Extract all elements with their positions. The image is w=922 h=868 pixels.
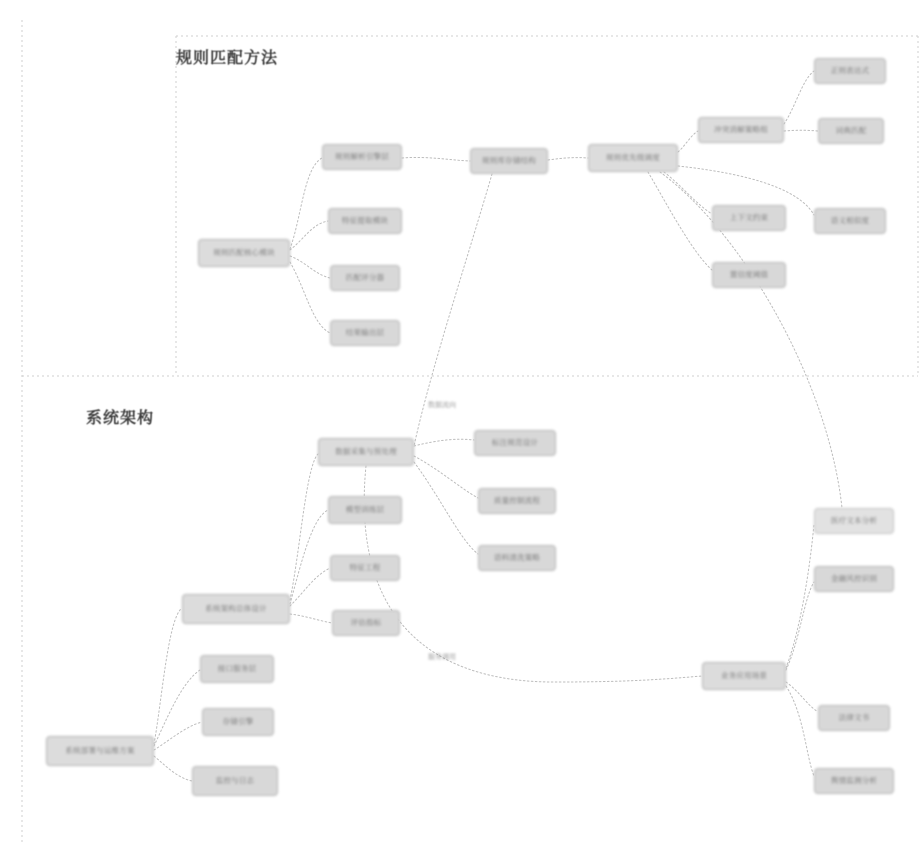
edge-n21-n18 [290, 510, 328, 604]
node-model-training[interactable]: 模型训练层 [328, 496, 402, 524]
edge-n14-n16 [414, 456, 478, 498]
node-match-scorer[interactable]: 匹配评分器 [330, 265, 400, 291]
edge-n21-n19 [290, 568, 330, 606]
node-dictionary-match[interactable]: 词典匹配 [818, 118, 884, 144]
edge-n1-n2 [290, 158, 322, 249]
node-rule-parsing-engine[interactable]: 规则解析引擎层 [322, 144, 402, 170]
edge-n1-n3 [290, 221, 328, 250]
edge-n7-n13 [648, 172, 712, 270]
edge-n26-n27 [786, 524, 814, 668]
edge-n7-n12 [664, 172, 712, 214]
node-public-opinion-monitoring[interactable]: 舆情监测分析 [814, 768, 894, 794]
node-interface-service-layer[interactable]: 接口服务层 [200, 655, 274, 683]
node-legal-documents[interactable]: 法律文书 [818, 705, 890, 731]
node-annotation-spec[interactable]: 标注规范设计 [474, 430, 556, 456]
edge-n14-n15 [414, 439, 474, 446]
edge-n25-n23 [154, 722, 202, 750]
edge-n8-n9 [784, 71, 814, 124]
edge-n25-n24 [154, 756, 192, 781]
edge-n2-n6 [402, 157, 470, 161]
node-context-constraint[interactable]: 上下文约束 [712, 205, 786, 231]
node-confidence-threshold[interactable]: 置信度阈值 [712, 262, 786, 288]
node-feature-engineering[interactable]: 特征工程 [330, 555, 400, 581]
edge-label-data-flow: 数据流向 [428, 402, 456, 409]
edge-n7-n8 [678, 131, 698, 152]
section-title-architecture: 系统架构 [86, 410, 155, 427]
node-business-scenarios[interactable]: 业务应用场景 [702, 662, 786, 690]
node-rule-matching-core[interactable]: 规则匹配核心模块 [198, 239, 290, 267]
node-quality-control[interactable]: 质量控制流程 [478, 488, 556, 514]
edge-n21-n14 [290, 454, 318, 600]
node-feature-extraction[interactable]: 特征提取模块 [328, 208, 402, 234]
node-financial-risk-control[interactable]: 金融风控识别 [814, 566, 894, 592]
edge-label-service-call: 服务调用 [428, 654, 456, 661]
edge-n6-n7 [548, 158, 588, 160]
edge-n26-n28 [786, 582, 814, 670]
edge-n21-n20 [290, 614, 332, 623]
edge-n25-n22 [154, 670, 200, 746]
edge-n25-n21 [154, 608, 182, 744]
edge-n26-n30 [786, 686, 814, 776]
node-evaluation-metrics[interactable]: 评估指标 [332, 610, 400, 636]
node-result-output[interactable]: 结果输出层 [330, 320, 400, 346]
section-title-rules: 规则匹配方法 [176, 50, 279, 67]
node-conflict-resolution[interactable]: 冲突消解策略组 [698, 117, 784, 143]
node-system-architecture-design[interactable]: 系统架构总体设计 [182, 594, 290, 624]
node-semantic-similarity[interactable]: 语义相似度 [814, 208, 886, 234]
edge-n8-n10 [784, 130, 818, 131]
node-monitoring-logging[interactable]: 监控与日志 [192, 766, 278, 796]
node-rule-priority-scheduling[interactable]: 规则优先级调度 [588, 144, 678, 172]
edge-n1-n4 [290, 256, 330, 278]
edge-n14-n17 [414, 462, 478, 554]
node-deployment-ops-plan[interactable]: 系统部署与运维方案 [46, 736, 154, 766]
node-regular-expression[interactable]: 正则表达式 [814, 58, 886, 84]
edge-n26-n29 [786, 682, 818, 712]
node-corpus-cleaning[interactable]: 语料清洗策略 [478, 545, 556, 571]
edge-n1-n5 [290, 262, 330, 333]
node-medical-text-analysis[interactable]: 医疗文本分析 [814, 508, 894, 534]
node-rule-storage[interactable]: 规则库存储结构 [470, 148, 548, 174]
node-storage-engine[interactable]: 存储引擎 [202, 708, 274, 736]
node-data-collection-preprocess[interactable]: 数据采集与预处理 [318, 438, 414, 466]
